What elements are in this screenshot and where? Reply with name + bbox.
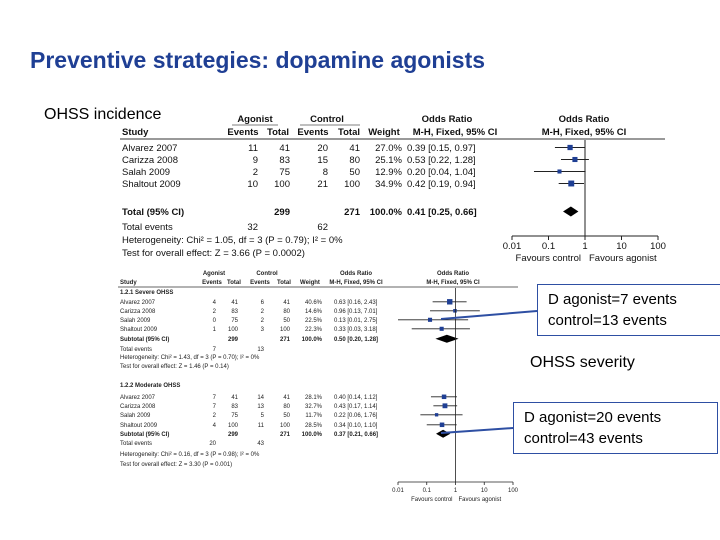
agonist-total: 100	[274, 179, 290, 190]
control-events: 8	[322, 167, 328, 178]
control-total: 100	[279, 423, 290, 429]
control-events: 13	[257, 404, 264, 410]
favours-left-label: Favours control	[515, 253, 581, 264]
callout-moderate-line2: control=43 events	[524, 430, 643, 447]
study-name: Carizza 2008	[120, 404, 156, 410]
column-header: Events	[250, 280, 270, 286]
study-name: Salah 2009	[120, 413, 151, 419]
study-ci-text: 0.22 [0.06, 1.76]	[334, 413, 378, 419]
x-tick-label: 0.01	[392, 488, 404, 494]
agonist-total: 83	[231, 404, 238, 410]
control-events: 20	[317, 143, 328, 154]
study-name: Salah 2009	[120, 318, 151, 324]
total-events-control: 13	[257, 347, 264, 353]
heterogeneity-text: Heterogeneity: Chi² = 1.43, df = 3 (P = 0.70); I² = 0%	[120, 355, 260, 361]
study-weight: 28.5%	[304, 423, 322, 429]
column-header: Events	[227, 127, 259, 138]
column-header: Study	[120, 280, 137, 286]
callout-moderate-line1: D agonist=20 events	[524, 409, 662, 426]
control-events: 2	[260, 318, 264, 324]
control-total: 41	[283, 300, 290, 306]
study-weight: 32.7%	[304, 404, 322, 410]
study-ci-text: 0.39 [0.15, 0.97]	[407, 143, 476, 154]
control-events: 6	[260, 300, 264, 306]
subtotal-name: Subtotal (95% CI)	[120, 337, 170, 343]
study-name: Alvarez 2007	[120, 395, 156, 401]
study-ci-text: 0.40 [0.14, 1.12]	[334, 395, 378, 401]
control-events: 15	[317, 155, 328, 166]
total-agonist: 299	[274, 207, 290, 218]
study-weight: 40.6%	[304, 300, 322, 306]
study-ci-text: 0.63 [0.16, 2.43]	[334, 300, 378, 306]
total-events-agonist: 7	[212, 347, 216, 353]
study-weight: 22.3%	[304, 327, 322, 333]
agonist-events: 11	[248, 143, 258, 154]
column-header: M-H, Fixed, 95% CI	[426, 280, 480, 286]
agonist-events: 7	[212, 395, 216, 401]
study-name: Shaltout 2009	[122, 179, 181, 190]
column-header: Events	[202, 280, 222, 286]
subgroup-header: 1.2.2 Moderate OHSS	[120, 383, 181, 389]
slide-title: Preventive strategies: dopamine agonists	[30, 47, 486, 73]
favours-right-label: Favours agonist	[589, 253, 657, 264]
control-events: 21	[317, 179, 328, 190]
control-events: 11	[257, 423, 264, 429]
subtotal-agonist: 299	[227, 432, 238, 438]
study-name: Salah 2009	[122, 167, 171, 178]
callout-arrow-severe	[441, 311, 537, 319]
subtotal-ci-text: 0.37 [0.21, 0.66]	[334, 432, 379, 438]
total-weight: 100.0%	[369, 207, 402, 218]
study-ci-text: 0.42 [0.19, 0.94]	[407, 179, 476, 190]
x-tick-label: 100	[507, 488, 519, 494]
total-events-control: 62	[317, 222, 328, 233]
callout-severe-line1: D agonist=7 events	[548, 291, 677, 308]
agonist-total: 75	[231, 318, 238, 324]
total-name: Total (95% CI)	[122, 207, 185, 218]
x-tick-label: 0.01	[502, 241, 522, 252]
study-weight: 12.9%	[375, 167, 402, 178]
study-weight: 28.1%	[304, 395, 322, 401]
control-total: 80	[283, 404, 290, 410]
total-events-agonist: 32	[247, 222, 258, 233]
agonist-events: 4	[212, 423, 216, 429]
study-weight: 11.7%	[305, 413, 322, 419]
control-total: 50	[283, 413, 290, 419]
control-total: 50	[283, 318, 290, 324]
overall-effect-text: Test for overall effect: Z = 1.46 (P = 0.14)	[120, 364, 229, 370]
control-total: 50	[349, 167, 360, 178]
agonist-total: 75	[231, 413, 238, 419]
agonist-events: 7	[212, 404, 216, 410]
column-header: Weight	[368, 127, 400, 138]
column-header: Total	[338, 127, 360, 138]
total-control: 271	[344, 207, 360, 218]
control-total: 41	[283, 395, 290, 401]
favours-right-label: Favours agonist	[458, 497, 502, 503]
total-events-agonist: 20	[209, 441, 216, 447]
study-ci-text: 0.43 [0.17, 1.14]	[334, 404, 378, 410]
study-name: Carizza 2008	[122, 155, 178, 166]
heterogeneity-text: Heterogeneity: Chi² = 1.05, df = 3 (P = 0.79); I² = 0%	[122, 235, 343, 246]
x-tick-label: 0.1	[422, 488, 431, 494]
study-weight: 25.1%	[375, 155, 402, 166]
study-ci-text: 0.20 [0.04, 1.04]	[407, 167, 476, 178]
subtotal-control: 271	[279, 337, 290, 343]
control-events: 5	[260, 413, 264, 419]
overall-effect-text: Test for overall effect: Z = 3.66 (P = 0.0002)	[122, 248, 305, 259]
study-weight: 34.9%	[375, 179, 402, 190]
control-total: 80	[283, 309, 290, 315]
total-events-name: Total events	[122, 222, 173, 233]
ohss-severity-label: OHSS severity	[530, 354, 635, 371]
total-events-name: Total events	[120, 347, 153, 353]
ohss-incidence-label: OHSS incidence	[44, 106, 162, 123]
group-header-odds-ratio-text: Odds Ratio	[339, 271, 373, 277]
group-header-odds-ratio-text: Odds Ratio	[421, 114, 473, 125]
x-tick-label: 10	[480, 488, 488, 494]
agonist-total: 41	[231, 300, 238, 306]
agonist-total: 100	[227, 327, 238, 333]
subgroup-header: 1.2.1 Severe OHSS	[120, 290, 174, 296]
column-header: Study	[122, 127, 149, 138]
column-header: Total	[227, 280, 241, 286]
control-events: 2	[260, 309, 264, 315]
study-ci-text: 0.53 [0.22, 1.28]	[407, 155, 476, 166]
study-name: Shaltout 2009	[120, 423, 158, 429]
agonist-events: 4	[212, 300, 216, 306]
total-ci-text: 0.41 [0.25, 0.66]	[407, 207, 477, 218]
study-ci-text: 0.33 [0.03, 3.18]	[334, 327, 378, 333]
subtotal-weight: 100.0%	[301, 432, 322, 438]
column-header: Weight	[300, 280, 320, 286]
study-ci-text: 0.34 [0.10, 1.10]	[334, 423, 378, 429]
subtotal-agonist: 299	[227, 337, 238, 343]
study-ci-text: 0.96 [0.13, 7.01]	[334, 309, 378, 315]
callout-severe-line2: control=13 events	[548, 312, 667, 329]
study-weight: 27.0%	[375, 143, 402, 154]
control-events: 3	[260, 327, 264, 333]
agonist-events: 9	[252, 155, 258, 166]
agonist-events: 1	[212, 327, 216, 333]
total-events-control: 43	[257, 441, 264, 447]
group-header-control: Control	[310, 114, 344, 125]
group-header-odds-ratio-plot: Odds Ratio	[436, 271, 470, 277]
agonist-total: 41	[231, 395, 238, 401]
study-name: Carizza 2008	[120, 309, 156, 315]
subtotal-weight: 100.0%	[301, 337, 322, 343]
x-tick-label: 1	[582, 241, 588, 252]
x-tick-label: 10	[616, 241, 627, 252]
total-events-name: Total events	[120, 441, 153, 447]
control-total: 100	[279, 327, 290, 333]
agonist-events: 2	[212, 309, 216, 315]
study-name: Shaltout 2009	[120, 327, 158, 333]
study-ci-text: 0.13 [0.01, 2.75]	[334, 318, 378, 324]
column-header: Events	[297, 127, 329, 138]
study-weight: 22.5%	[304, 318, 322, 324]
agonist-events: 10	[247, 179, 258, 190]
agonist-total: 75	[279, 167, 290, 178]
agonist-events: 0	[212, 318, 216, 324]
column-header: Total	[277, 280, 291, 286]
callout-arrow-moderate	[441, 428, 513, 433]
group-header-agonist: Agonist	[237, 114, 273, 125]
agonist-events: 2	[212, 413, 216, 419]
column-header: M-H, Fixed, 95% CI	[329, 280, 383, 286]
column-header: M-H, Fixed, 95% CI	[541, 127, 627, 138]
agonist-total: 41	[279, 143, 290, 154]
agonist-total: 83	[279, 155, 290, 166]
group-header-odds-ratio-plot: Odds Ratio	[558, 114, 610, 125]
study-name: Alvarez 2007	[122, 143, 178, 154]
column-header: Total	[267, 127, 289, 138]
agonist-total: 83	[231, 309, 238, 315]
x-tick-label: 1	[453, 488, 458, 494]
subtotal-name: Subtotal (95% CI)	[120, 432, 170, 438]
group-header-control: Control	[256, 271, 278, 277]
subtotal-ci-text: 0.50 [0.20, 1.28]	[334, 337, 379, 343]
control-total: 41	[349, 143, 360, 154]
x-tick-label: 0.1	[541, 241, 556, 252]
study-name: Alvarez 2007	[120, 300, 156, 306]
x-tick-label: 100	[650, 241, 666, 252]
agonist-events: 2	[252, 167, 258, 178]
column-header: M-H, Fixed, 95% CI	[412, 127, 498, 138]
group-header-agonist: Agonist	[202, 271, 226, 277]
agonist-total: 100	[227, 423, 238, 429]
control-total: 80	[349, 155, 360, 166]
favours-left-label: Favours control	[411, 497, 453, 503]
control-events: 14	[257, 395, 264, 401]
overall-effect-text: Test for overall effect: Z = 3.30 (P = 0.001)	[120, 462, 233, 468]
subtotal-control: 271	[279, 432, 290, 438]
study-weight: 14.6%	[304, 309, 322, 315]
control-total: 100	[344, 179, 360, 190]
heterogeneity-text: Heterogeneity: Chi² = 0.16, df = 3 (P = 0.98); I² = 0%	[120, 452, 260, 458]
